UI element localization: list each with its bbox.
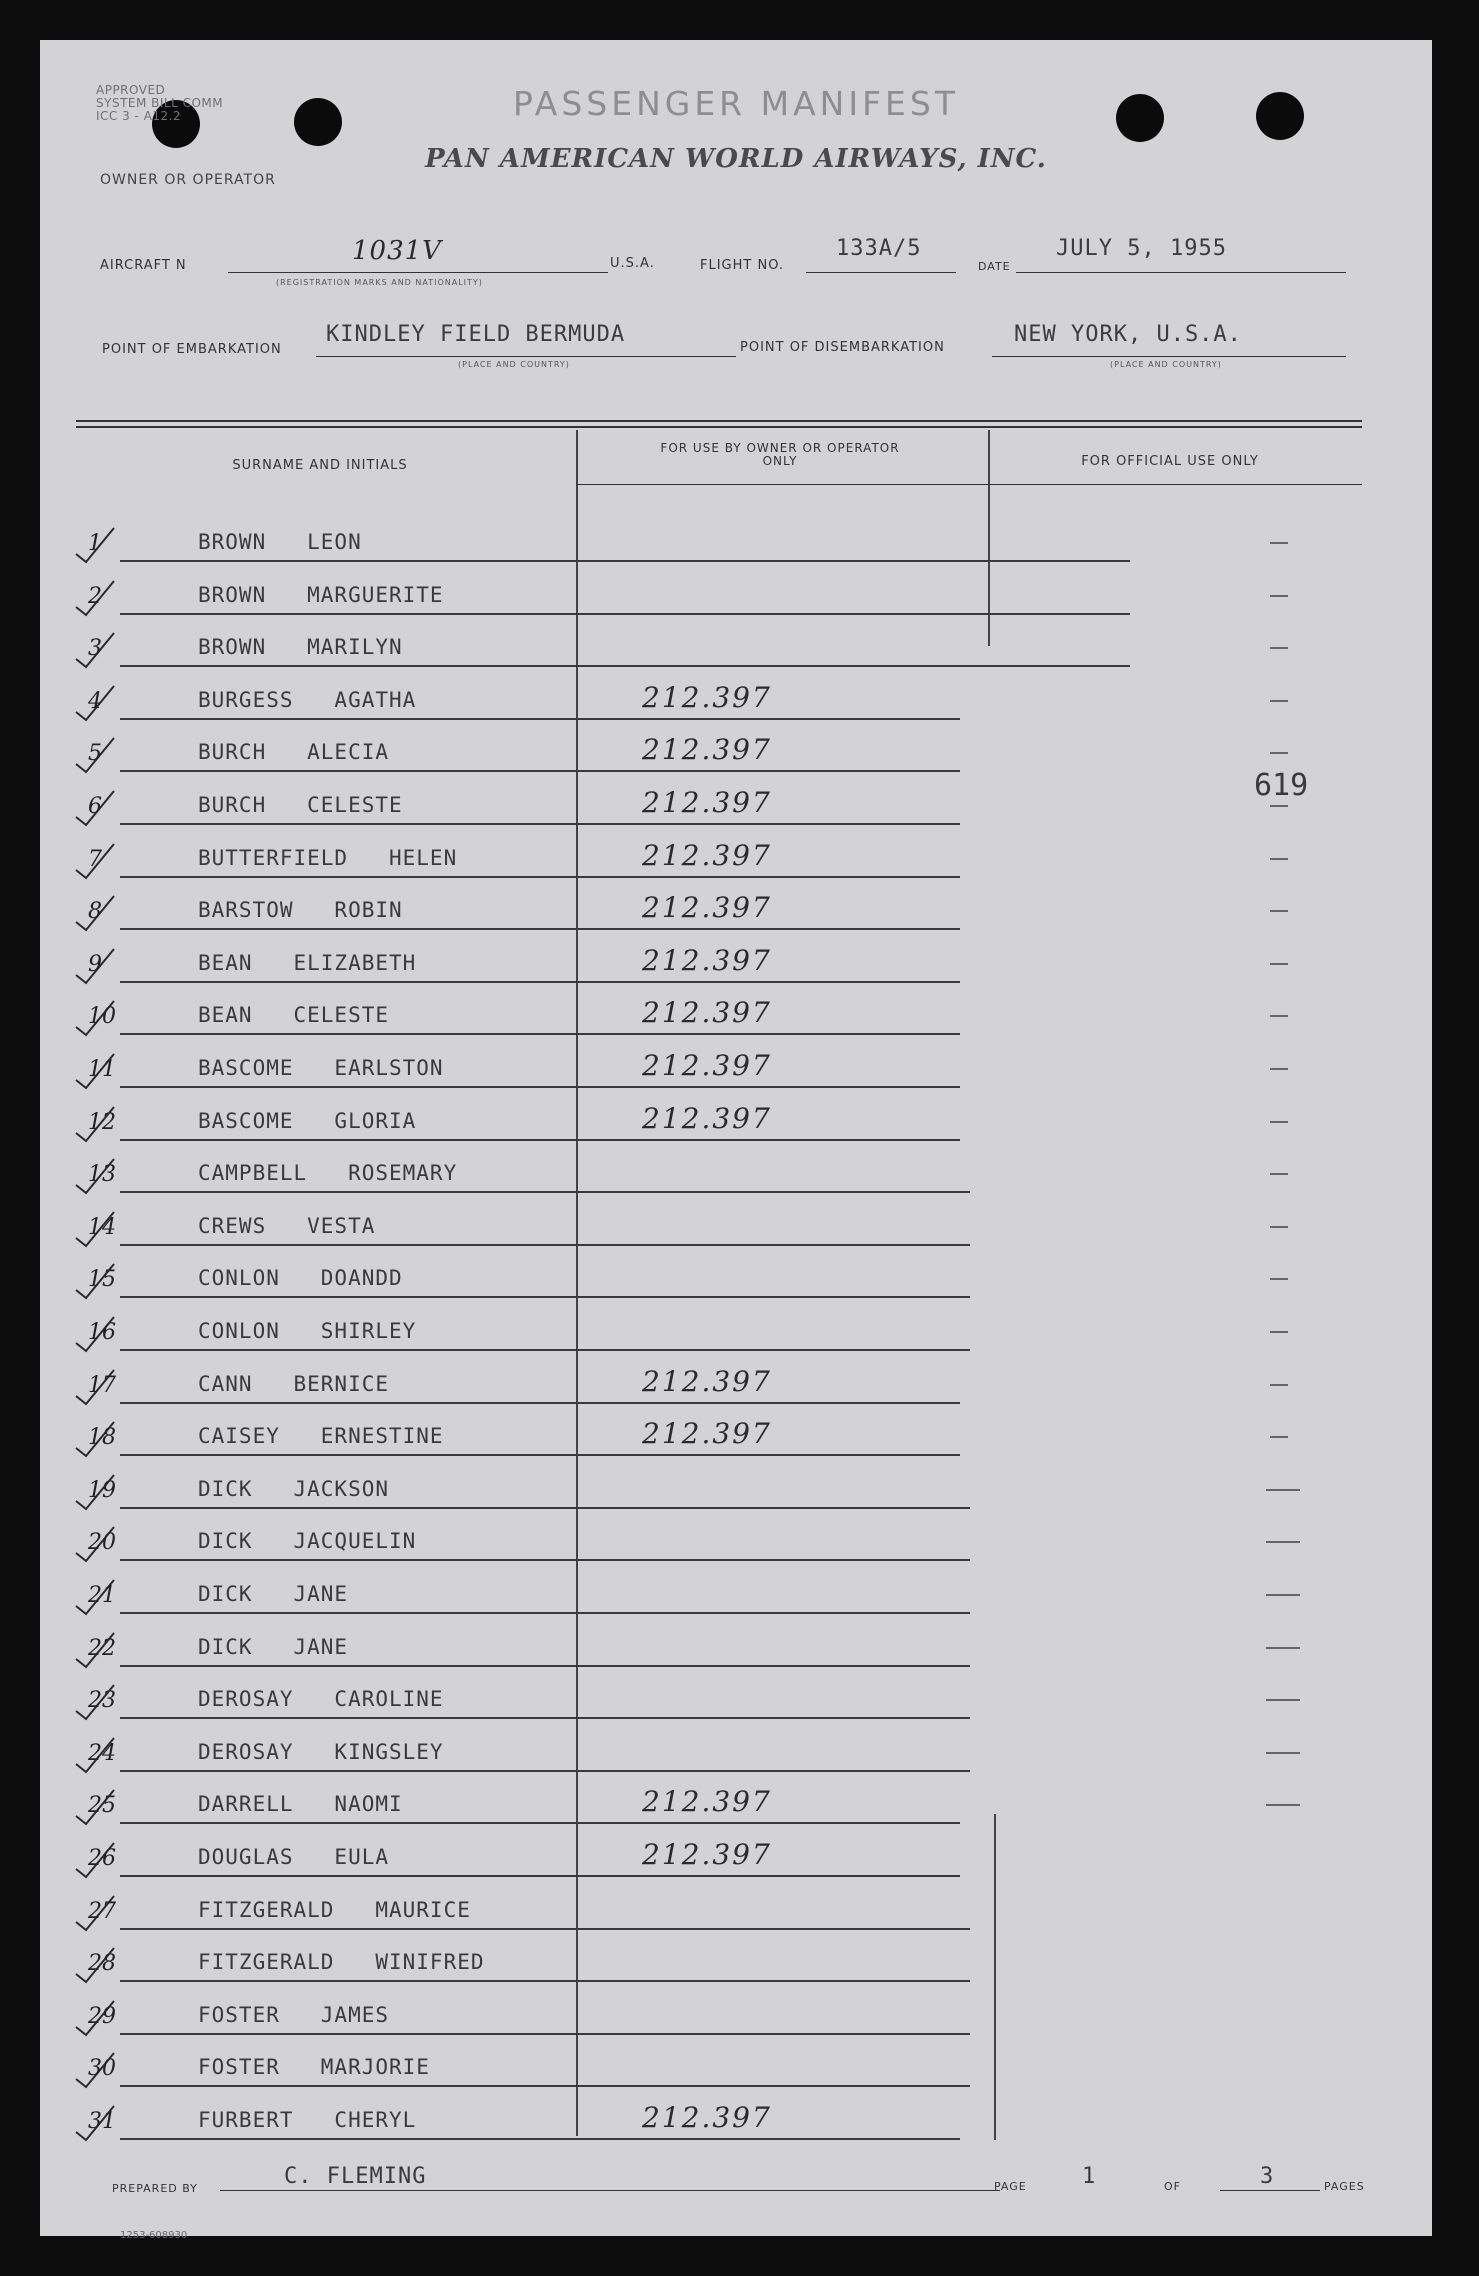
pages-label: PAGES [1324,2180,1365,2193]
disembarkation-underline [992,356,1346,357]
passenger-number: 9 [88,951,102,977]
passenger-number: 22 [88,1635,116,1661]
official-col-rule [988,484,1362,485]
official-use-dash [1270,1121,1288,1123]
official-use-dash [1266,1594,1300,1596]
passenger-row [70,1404,1370,1456]
page-value: 1 [1082,2164,1097,2189]
passenger-name: BASCOME EARLSTON [198,1056,444,1080]
country-label: U.S.A. [610,256,655,271]
official-use-dash [1270,1436,1288,1438]
flight-label: FLIGHT NO. [700,258,785,273]
approval-line-1: APPROVED [96,83,166,97]
table-top-rule-2 [76,426,1362,428]
passenger-row [70,983,1370,1035]
passenger-number: 10 [88,1004,116,1030]
passenger-row [70,1562,1370,1614]
reference-number: 619 [1254,768,1309,803]
passenger-row [70,615,1370,667]
official-use-dash [1266,1541,1300,1543]
passenger-name: CONLON DOANDD [198,1266,403,1291]
passenger-number: 28 [88,1951,116,1977]
passenger-number: 24 [88,1740,116,1766]
passenger-code: 212.397 [642,1364,772,1398]
of-label: OF [1164,2180,1181,2193]
passenger-row [70,1194,1370,1246]
passenger-number: 14 [88,1214,116,1240]
passenger-name: FOSTER JAMES [198,2002,390,2027]
passenger-row [70,1878,1370,1930]
passenger-number: 29 [88,2003,116,2029]
passenger-number: 13 [88,1162,116,1188]
passenger-number: 23 [88,1688,116,1714]
prepared-by-label: PREPARED BY [112,2182,198,2195]
aircraft-value: 1031V [352,236,442,266]
passenger-name: BURCH CELESTE [198,793,403,817]
passenger-number: 31 [88,2109,116,2134]
page-label: PAGE [994,2180,1027,2193]
passenger-code: 212.397 [642,838,772,872]
official-use-dash [1266,1647,1300,1649]
flight-value: 133A/5 [836,236,922,261]
passenger-name: CANN BERNICE [198,1371,390,1396]
passenger-number: 21 [88,1583,116,1608]
prepared-underline [220,2190,1000,2191]
passenger-name: DICK JANE [198,1582,349,1606]
official-use-dash [1270,1331,1288,1333]
passenger-name: BEAN ELIZABETH [198,950,417,975]
disembarkation-value: NEW YORK, U.S.A. [1014,322,1242,347]
official-use-dash [1270,1015,1288,1017]
passenger-row [70,1983,1370,2035]
flight-underline [806,272,956,273]
page-title: PASSENGER MANIFEST [512,84,960,123]
passenger-row [70,1667,1370,1719]
passenger-row [70,1509,1370,1561]
passenger-number: 1 [88,531,102,556]
manifest-page [40,40,1432,2241]
official-use-dash [1270,595,1288,597]
official-use-dash [1270,963,1288,965]
passenger-row [70,878,1370,930]
official-use-dash [1270,1173,1288,1175]
official-use-dash [1270,1226,1288,1228]
official-use-dash [1270,647,1288,649]
passenger-name: DICK JACKSON [198,1476,390,1501]
date-label: DATE [978,260,1011,273]
approval-line-2: SYSTEM BILL COMM [96,96,224,110]
official-use-dash [1266,1804,1300,1806]
aircraft-label: AIRCRAFT N [100,258,187,273]
passenger-row [70,826,1370,878]
passenger-name: FOSTER MARJORIE [198,2055,430,2080]
embarkation-value: KINDLEY FIELD BERMUDA [326,322,626,347]
passenger-code: 212.397 [642,1838,772,1871]
passenger-number: 11 [88,1057,116,1082]
passenger-row [70,2088,1370,2140]
passenger-number: 6 [88,794,102,819]
airline-name: PAN AMERICAN WORLD AIRWAYS, INC. [425,144,1047,174]
passenger-number: 8 [88,899,102,925]
official-column-header: FOR OFFICIAL USE ONLY [1081,454,1259,469]
passenger-row [70,1772,1370,1824]
passenger-name: CREWS VESTA [198,1213,376,1238]
passenger-row [70,563,1370,615]
passenger-number: 3 [88,636,102,662]
passenger-row [70,1930,1370,1982]
official-use-dash [1266,1489,1300,1491]
passenger-name: DEROSAY KINGSLEY [198,1739,444,1764]
approval-line-3: ICC 3 - A12.2 [96,109,182,123]
passenger-name: CAISEY ERNESTINE [198,1424,444,1449]
embarkation-underline [316,356,736,357]
passenger-name: BUTTERFIELD HELEN [198,845,458,870]
passenger-name: DOUGLAS EULA [198,1845,390,1869]
official-use-dash [1270,1068,1288,1070]
passenger-row [70,1825,1370,1877]
passenger-number: 2 [88,583,102,609]
embarkation-sublabel: (PLACE AND COUNTRY) [458,360,570,369]
passenger-number: 12 [88,1109,116,1135]
passenger-number: 19 [88,1477,116,1503]
official-use-dash [1270,1278,1288,1280]
date-underline [1016,272,1346,273]
passenger-code: 212.397 [642,786,772,819]
passenger-name: CONLON SHIRLEY [198,1319,417,1343]
passenger-number: 18 [88,1425,116,1451]
passenger-name: BARSTOW ROBIN [198,898,403,923]
passenger-row [70,931,1370,983]
passenger-number: 20 [88,1530,116,1556]
official-use-dash [1266,1699,1300,1701]
passenger-row [70,1246,1370,1298]
pages-underline [1220,2190,1320,2191]
passenger-number: 16 [88,1320,116,1345]
passenger-number: 5 [88,741,102,767]
passenger-code: 212.397 [642,680,772,714]
passenger-name: FITZGERALD WINIFRED [198,1950,485,1975]
passenger-name: BROWN MARGUERITE [198,582,444,607]
aircraft-underline [228,272,608,273]
prepared-by-value: C. FLEMING [284,2164,427,2189]
passenger-row [70,1089,1370,1141]
date-value: JULY 5, 1955 [1056,236,1227,261]
official-use-dash [1270,542,1288,544]
passenger-code: 212.397 [642,1049,772,1082]
passenger-name: BASCOME GLORIA [198,1108,417,1133]
of-value: 3 [1260,2164,1275,2189]
owner-column-header: FOR USE BY OWNER OR OPERATOR ONLY [660,441,900,468]
passenger-number: 26 [88,1846,116,1871]
surname-column-header: SURNAME AND INITIALS [232,458,408,473]
aircraft-sublabel: (REGISTRATION MARKS AND NATIONALITY) [276,278,483,287]
passenger-number: 25 [88,1793,116,1819]
passenger-name: FITZGERALD MAURICE [198,1897,471,1922]
passenger-code: 212.397 [642,1785,772,1819]
passenger-number: 17 [88,1372,116,1398]
passenger-code: 212.397 [642,1417,772,1451]
passenger-row [70,510,1370,562]
passenger-row [70,1457,1370,1509]
passenger-row [70,1352,1370,1404]
owner-label: OWNER OR OPERATOR [100,172,276,188]
official-use-dash [1270,805,1288,807]
owner-col-rule [576,484,988,485]
passenger-number: 15 [88,1267,116,1293]
passenger-name: BURGESS AGATHA [198,687,417,712]
passenger-code: 212.397 [642,733,772,767]
passenger-name: DARRELL NAOMI [198,1792,403,1817]
passenger-name: BEAN CELESTE [198,1003,390,1028]
passenger-row [70,2035,1370,2087]
official-use-dash [1270,858,1288,860]
passenger-row [70,773,1370,825]
passenger-code: 212.397 [642,943,772,977]
passenger-number: 27 [88,1898,116,1924]
passenger-code: 212.397 [642,891,772,925]
official-use-dash [1270,700,1288,702]
official-use-dash [1266,1752,1300,1754]
passenger-row [70,720,1370,772]
passenger-row [70,1720,1370,1772]
form-number: 1253-608930 [120,2230,188,2241]
passenger-code: 212.397 [642,1101,772,1135]
disembarkation-label: POINT OF DISEMBARKATION [740,340,945,355]
official-use-dash [1270,752,1288,754]
table-top-rule [76,420,1362,422]
passenger-name: FURBERT CHERYL [198,2108,417,2132]
passenger-row [70,1141,1370,1193]
passenger-row [70,668,1370,720]
passenger-row [70,1036,1370,1088]
passenger-name: CAMPBELL ROSEMARY [198,1161,458,1186]
embarkation-label: POINT OF EMBARKATION [102,342,282,357]
passenger-name: BROWN MARILYN [198,635,403,660]
passenger-code: 212.397 [642,996,772,1030]
passenger-name: DICK JACQUELIN [198,1529,417,1554]
passenger-number: 4 [88,688,102,714]
passenger-code: 212.397 [642,2101,772,2134]
passenger-name: BROWN LEON [198,530,362,554]
official-use-dash [1270,1384,1288,1386]
disembarkation-sublabel: (PLACE AND COUNTRY) [1110,360,1222,369]
passenger-number: 30 [88,2056,116,2082]
passenger-number: 7 [88,846,102,872]
passenger-name: DEROSAY CAROLINE [198,1687,444,1712]
row-rule [120,2138,960,2140]
passenger-name: DICK JANE [198,1634,349,1659]
passenger-name: BURCH ALECIA [198,740,390,765]
passenger-row [70,1299,1370,1351]
official-use-dash [1270,910,1288,912]
passenger-row [70,1615,1370,1667]
